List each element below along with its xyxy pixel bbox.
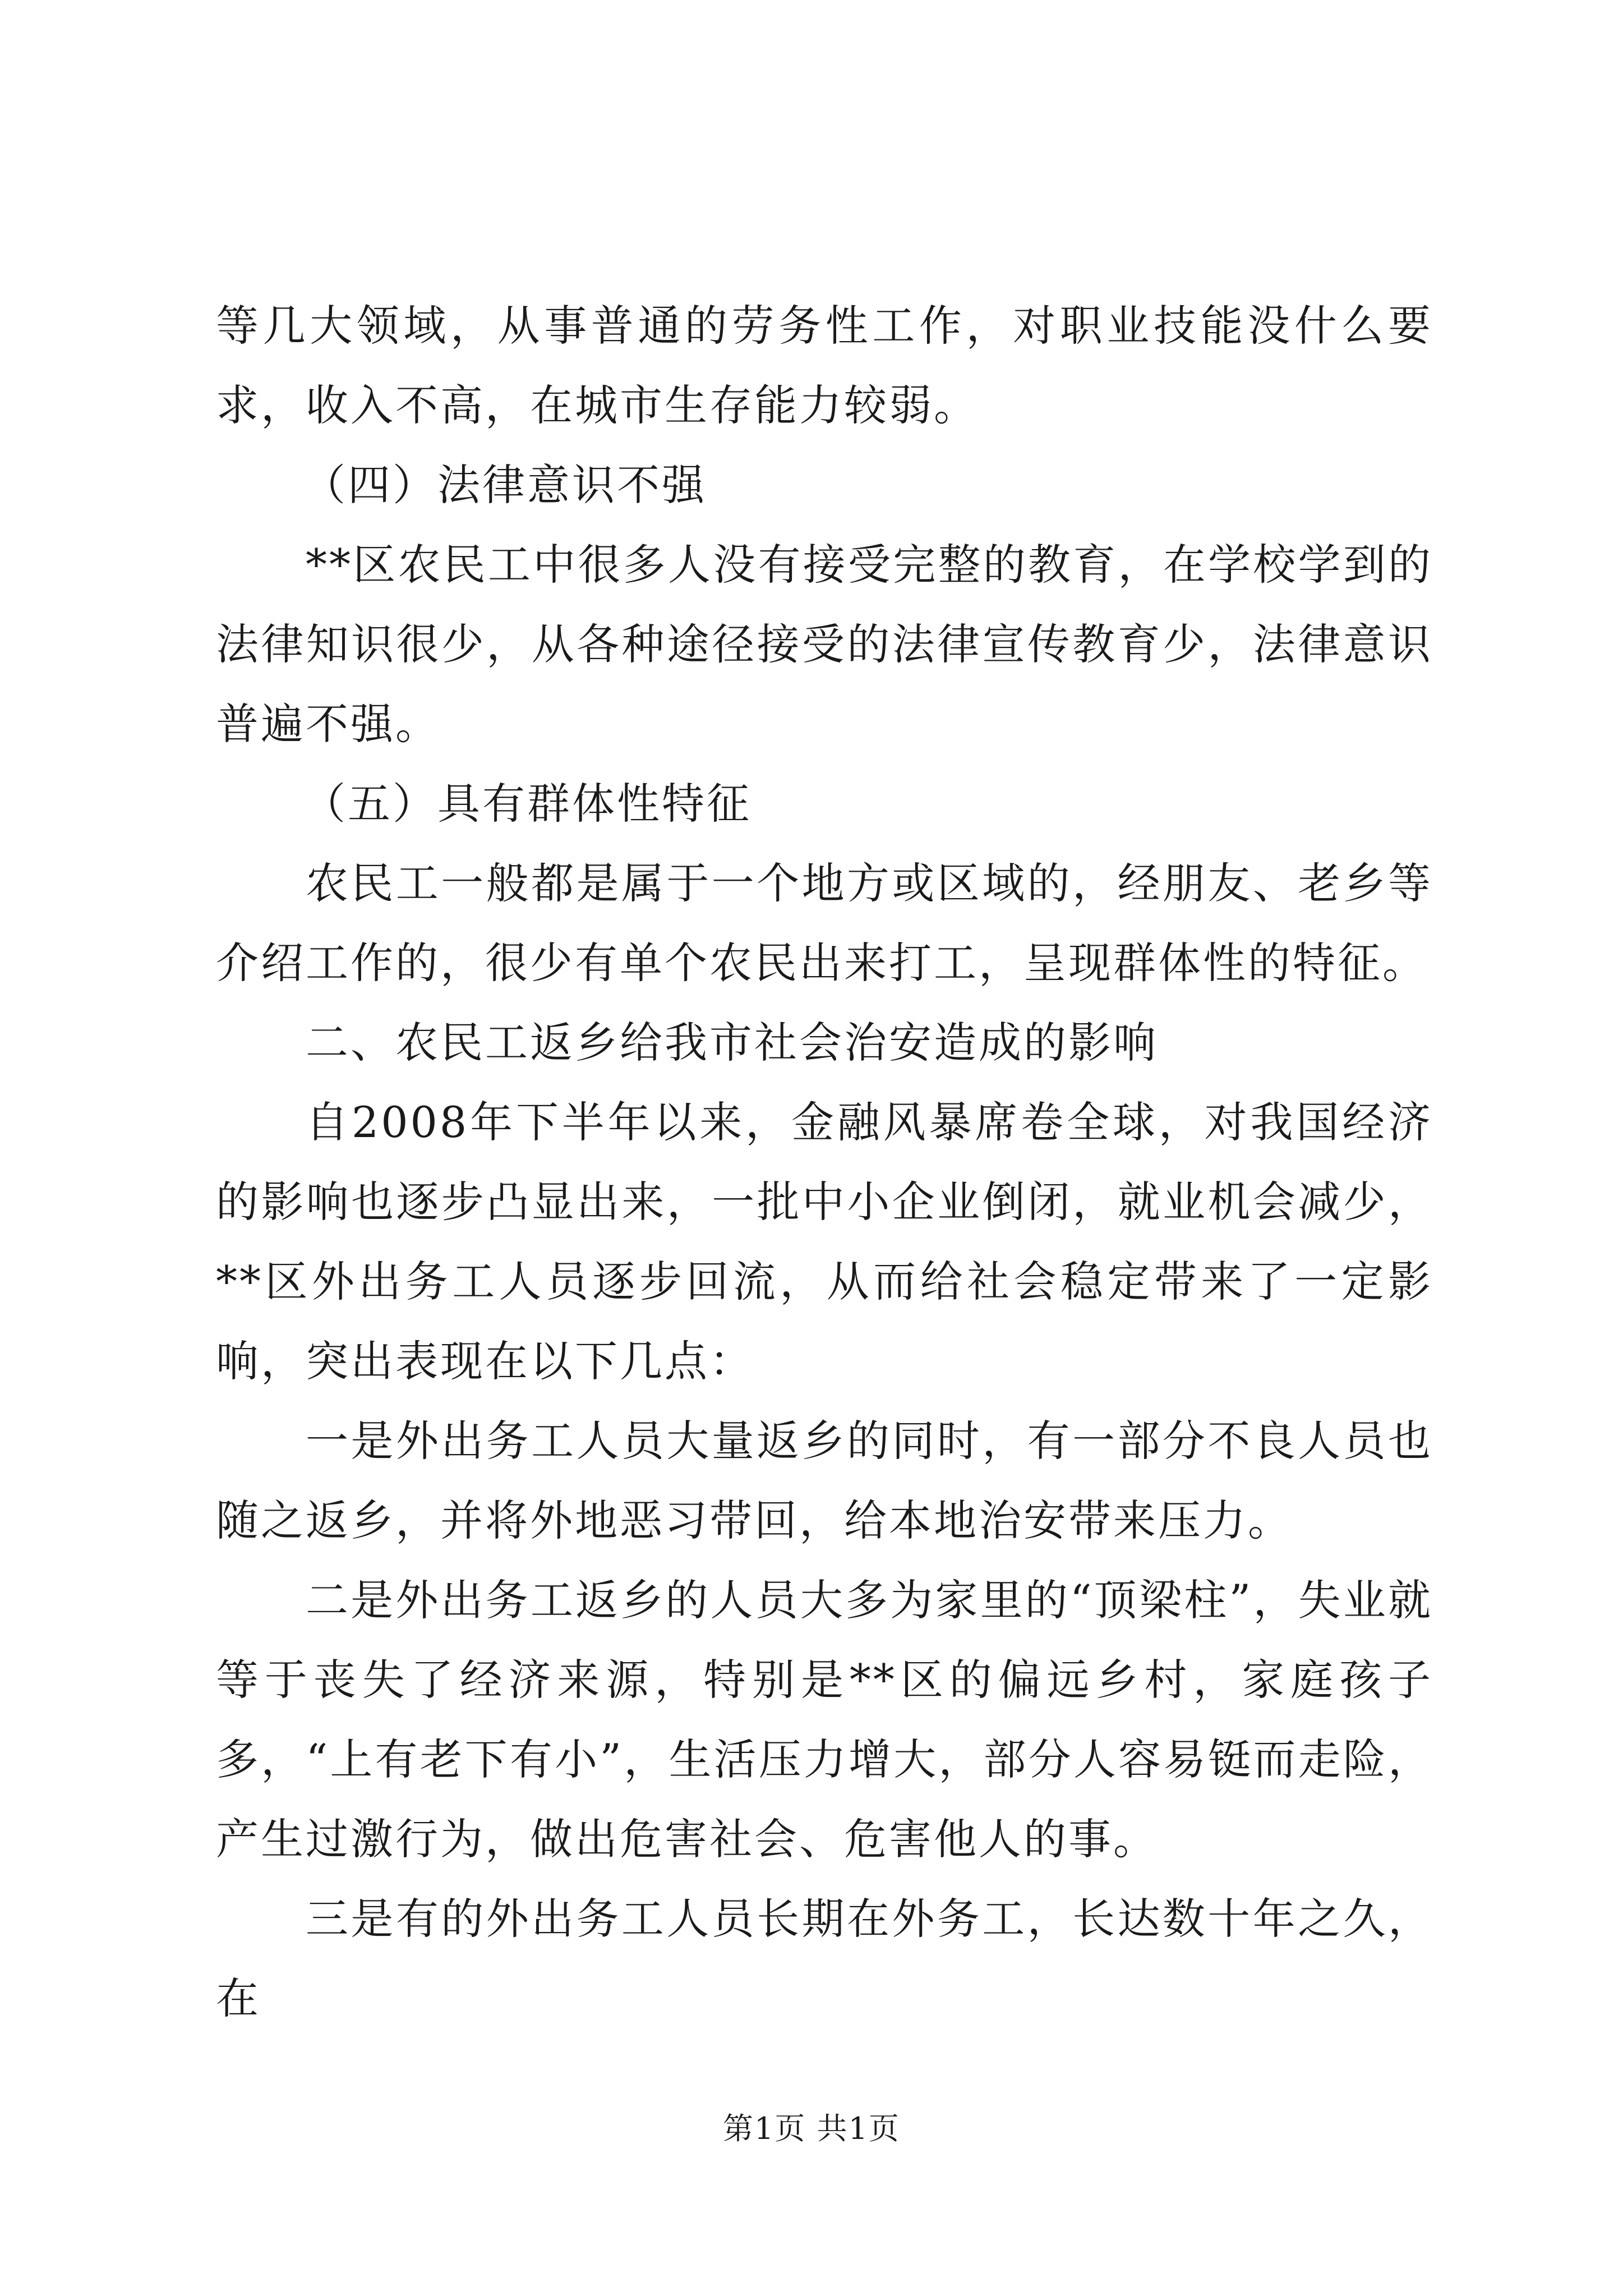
paragraph-1: 等几大领域，从事普通的劳务性工作，对职业技能没什么要求，收入不高，在城市生存能力较弱。 <box>216 301 1433 430</box>
paragraph-3: 农民工一般都是属于一个地方或区域的，经朋友、老乡等介绍工作的，很少有单个农民出来打工，呈现群体性的特征。 <box>216 858 1433 988</box>
page-footer: 第1页 共1页 <box>723 2111 900 2146</box>
paragraph-6: 二是外出务工返乡的人员大多为家里的“顶梁柱”，失业就等于丧失了经济来源，特别是**区的偏远乡村，家庭孩子多，“上有老下有小”，生活压力增大，部分人容易铤而走险，产生过激行为，做出危害社会、危害他人的事。 <box>216 1575 1433 1864</box>
paragraph-5: 一是外出务工人员大量返乡的同时，有一部分不良人员也随之返乡，并将外地恶习带回，给本地治安带来压力。 <box>216 1416 1433 1545</box>
section-heading-5: （五）具有群体性特征 <box>303 779 751 829</box>
section-heading-4: （四）法律意识不强 <box>303 460 707 510</box>
paragraph-7: 三是有的外出务工人员长期在外务工，长达数十年之久，在 <box>216 1894 1433 2023</box>
section-title-2: 二、农民工返乡给我市社会治安造成的影响 <box>306 1018 1158 1068</box>
paragraph-4: 自2008年下半年以来，金融风暴席卷全球，对我国经济的影响也逐步凸显出来，一批中小企业倒闭，就业机会减少，**区外出务工人员逐步回流，从而给社会稳定带来了一定影响，突出表现在以下几点： <box>216 1097 1433 1386</box>
paragraph-2: **区农民工中很多人没有接受完整的教育，在学校学到的法律知识很少，从各种途径接受的法律宣传教育少，法律意识普遍不强。 <box>216 540 1433 749</box>
document-body <box>216 286 1433 2039</box>
